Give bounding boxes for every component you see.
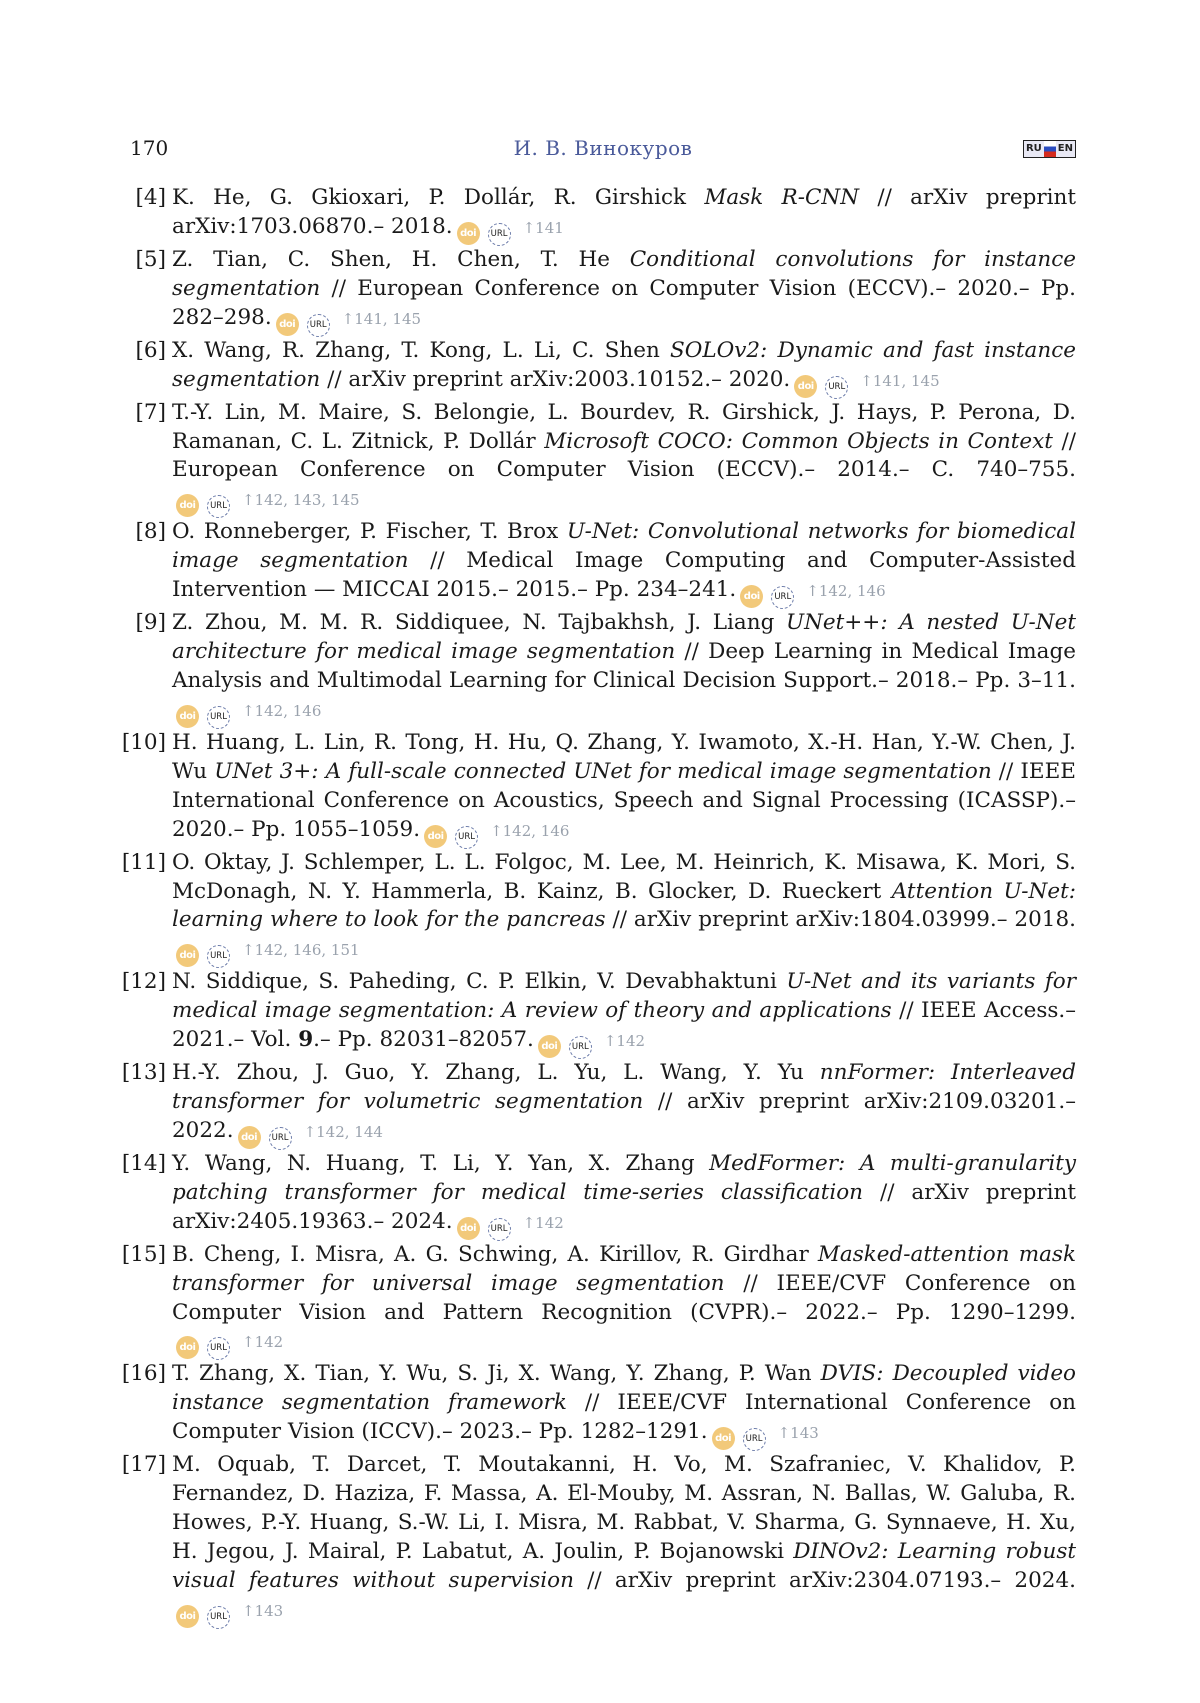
reference-item bbox=[121, 849, 1076, 969]
reference-title: DINOv2: Learning robust visual features without supervision bbox=[172, 1539, 1076, 1593]
reference-label: [14] bbox=[121, 1150, 166, 1176]
reference-label: [10] bbox=[121, 729, 166, 755]
reference-venue: // Deep Learning in Medical Image Analysis and Multimodal Learning for Clinical Decision Support.– 2018.– Pp. 3–11. bbox=[172, 639, 1076, 693]
reference-venue: // European Conference on Computer Vision (ECCV).– 2020.– Pp. 282–298. bbox=[172, 275, 1076, 330]
russian-flag-icon bbox=[1044, 141, 1056, 157]
doi-link-icon[interactable]: doi bbox=[457, 1217, 480, 1240]
url-link-icon[interactable]: URL bbox=[455, 826, 478, 849]
backref-link[interactable]: ↑142, 146 bbox=[806, 582, 886, 601]
reference-authors: Y. Wang, N. Huang, T. Li, Y. Yan, X. Zhang bbox=[172, 1150, 695, 1176]
reference-authors: H.-Y. Zhou, J. Guo, Y. Zhang, L. Yu, L. Wang, Y. Yu bbox=[172, 1060, 804, 1086]
url-link-icon[interactable]: URL bbox=[307, 314, 330, 337]
reference-venue: // arXiv preprint arXiv:2405.19363.– 2024. bbox=[172, 1179, 1076, 1234]
reference-title: Conditional convolutions for instance segmentation bbox=[172, 246, 1076, 301]
reference-item bbox=[130, 399, 1076, 519]
reference-authors: Z. Tian, C. Shen, H. Chen, T. He bbox=[172, 246, 610, 272]
url-link-icon[interactable]: URL bbox=[207, 495, 230, 518]
reference-title: MedFormer: A multi-granularity patching transformer for medical time-series classification bbox=[172, 1150, 1076, 1205]
backref-link[interactable]: ↑142 bbox=[522, 1213, 564, 1232]
reference-venue: // Medical Image Computing and Computer-Assisted Intervention — MICCAI 2015.– 2015.– Pp. 234–241. bbox=[172, 548, 1076, 603]
reference-item bbox=[121, 1360, 1077, 1451]
reference-venue: // arXiv preprint arXiv:2304.07193.– 2024. bbox=[587, 1567, 1076, 1593]
reference-item bbox=[121, 1241, 1076, 1361]
lang-en-button[interactable]: EN bbox=[1056, 141, 1075, 157]
doi-link-icon[interactable]: doi bbox=[176, 705, 199, 728]
doi-link-icon[interactable]: doi bbox=[276, 313, 299, 336]
doi-link-icon[interactable]: doi bbox=[176, 1605, 199, 1628]
backref-link[interactable]: ↑142 bbox=[242, 1333, 284, 1352]
backref-link[interactable]: ↑142, 146 bbox=[242, 701, 322, 720]
language-switch[interactable] bbox=[1023, 140, 1076, 158]
url-link-icon[interactable]: URL bbox=[488, 1218, 511, 1241]
reference-label: [15] bbox=[121, 1241, 166, 1267]
backref-link[interactable]: ↑143 bbox=[777, 1424, 819, 1443]
reference-label: [8] bbox=[135, 519, 166, 545]
url-link-icon[interactable]: URL bbox=[207, 706, 230, 729]
reference-list bbox=[121, 184, 1077, 1629]
reference-venue: // arXiv preprint arXiv:1703.06870.– 2018. bbox=[172, 185, 1076, 239]
reference-label: [16] bbox=[121, 1361, 166, 1387]
reference-authors: T.-Y. Lin, M. Maire, S. Belongie, L. Bourdev, R. Girshick, J. Hays, P. Perona, D. Ramanan, C. L. Zitnick, P. Dollár bbox=[172, 399, 1076, 454]
url-link-icon[interactable]: URL bbox=[207, 1337, 230, 1360]
reference-label: [11] bbox=[121, 849, 166, 875]
reference-venue: // IEEE International Conference on Acoustics, Speech and Signal Processing (ICASSP).– 2020.– Pp. 1055–1059. bbox=[172, 758, 1076, 842]
reference-venue: // arXiv preprint arXiv:1804.03999.– 2018. bbox=[612, 907, 1076, 933]
backref-link[interactable]: ↑142 bbox=[603, 1032, 646, 1051]
reference-authors: M. Oquab, T. Darcet, T. Moutakanni, H. Vo, M. Szafraniec, V. Khalidov, P. Fernandez, D. Haziza, F. Massa, A. El-Mouby, M. Assran, N. Ballas, W. Galuba, R. Howes, P.-Y. Huang, S.-W. Li, I. Misra, M. Rabbat, V. Sharma, G. Synnaeve, H. Xu, H. Jegou, J. Mairal, P. Labatut, A. Joulin, P. Bojanowski bbox=[172, 1452, 1076, 1564]
doi-link-icon[interactable]: doi bbox=[176, 1336, 199, 1359]
reference-item bbox=[130, 184, 1076, 246]
reference-label: [12] bbox=[121, 969, 166, 995]
reference-authors: X. Wang, R. Zhang, T. Kong, L. Li, C. Shen bbox=[172, 337, 660, 363]
reference-item bbox=[121, 968, 1077, 1059]
reference-pages: .– Pp. 82031–82057. bbox=[313, 1027, 534, 1053]
reference-item bbox=[121, 1451, 1076, 1629]
reference-venue: // IEEE/CVF Conference on Computer Vision and Pattern Recognition (CVPR).– 2022.– Pp. 1290–1299. bbox=[172, 1270, 1076, 1325]
reference-authors: O. Oktay, J. Schlemper, L. L. Folgoc, M. Lee, M. Heinrich, K. Misawa, K. Mori, S. McDonagh, N. Y. Hammerla, B. Kainz, B. Glocker, D. Rueckert bbox=[172, 849, 1076, 904]
reference-title: Microsoft COCO: Common Objects in Context bbox=[544, 428, 1053, 454]
doi-link-icon[interactable]: doi bbox=[457, 222, 480, 245]
doi-link-icon[interactable]: doi bbox=[794, 375, 817, 398]
reference-title: DVIS: Decoupled video instance segmentation framework bbox=[172, 1361, 1076, 1416]
reference-label: [13] bbox=[121, 1060, 166, 1086]
reference-authors: B. Cheng, I. Misra, A. G. Schwing, A. Kirillov, R. Girdhar bbox=[172, 1241, 809, 1267]
backref-link[interactable]: ↑142, 146, 151 bbox=[242, 941, 360, 960]
reference-item bbox=[130, 246, 1076, 337]
reference-venue: // IEEE Access.– 2021.– Vol. bbox=[172, 998, 1076, 1053]
reference-authors: K. He, G. Gkioxari, P. Dollár, R. Girshick bbox=[172, 185, 687, 210]
reference-item bbox=[121, 729, 1076, 849]
reference-title: Mask R-CNN bbox=[704, 185, 860, 210]
doi-link-icon[interactable]: doi bbox=[740, 585, 763, 608]
reference-label: [9] bbox=[135, 610, 166, 636]
reference-label: [17] bbox=[121, 1452, 166, 1478]
reference-item bbox=[130, 337, 1076, 399]
url-link-icon[interactable]: URL bbox=[269, 1127, 292, 1150]
reference-label: [6] bbox=[135, 337, 166, 363]
reference-authors: N. Siddique, S. Paheding, C. P. Elkin, V. Devabhaktuni bbox=[172, 969, 777, 995]
reference-label: [5] bbox=[135, 246, 166, 272]
url-link-icon[interactable]: URL bbox=[207, 945, 230, 968]
reference-title: U-Net: Convolutional networks for biomedical image segmentation bbox=[172, 519, 1076, 574]
reference-title: Attention U-Net: learning where to look for the pancreas bbox=[172, 878, 1076, 933]
url-link-icon[interactable]: URL bbox=[207, 1606, 230, 1629]
reference-label: [4] bbox=[135, 185, 166, 210]
doi-link-icon[interactable]: doi bbox=[176, 944, 199, 967]
doi-link-icon[interactable]: doi bbox=[538, 1035, 561, 1058]
reference-venue: // IEEE/CVF International Conference on Computer Vision (ICCV).– 2023.– Pp. 1282–1291. bbox=[172, 1390, 1077, 1445]
reference-venue: // arXiv preprint arXiv:2109.03201.– 2022. bbox=[172, 1089, 1076, 1143]
reference-item bbox=[130, 518, 1076, 609]
url-link-icon[interactable]: URL bbox=[569, 1036, 592, 1059]
page-number: 170 bbox=[130, 136, 169, 160]
url-link-icon[interactable]: URL bbox=[825, 376, 848, 399]
reference-authors: Z. Zhou, M. M. R. Siddiquee, N. Tajbakhsh, J. Liang bbox=[172, 610, 775, 636]
reference-authors: T. Zhang, X. Tian, Y. Wu, S. Ji, X. Wang, Y. Zhang, P. Wan bbox=[172, 1361, 812, 1387]
reference-venue: // arXiv preprint arXiv:2003.10152.– 2020. bbox=[327, 366, 791, 392]
url-link-icon[interactable]: URL bbox=[771, 586, 794, 609]
reference-volume: 9 bbox=[298, 1027, 314, 1053]
url-link-icon[interactable]: URL bbox=[743, 1428, 766, 1451]
reference-item bbox=[121, 1059, 1077, 1150]
reference-label: [7] bbox=[135, 399, 166, 425]
backref-link[interactable]: ↑141, 145 bbox=[341, 309, 422, 328]
reference-authors: O. Ronneberger, P. Fischer, T. Brox bbox=[172, 519, 559, 545]
reference-venue: // European Conference on Computer Vision (ECCV).– 2014.– C. 740–755. bbox=[172, 428, 1076, 483]
backref-link[interactable]: ↑142, 143, 145 bbox=[242, 491, 360, 510]
backref-link[interactable]: ↑143 bbox=[242, 1601, 284, 1620]
page-header bbox=[130, 136, 1076, 162]
reference-title: SOLOv2: Dynamic and fast instance segmentation bbox=[172, 337, 1076, 392]
reference-item bbox=[121, 1150, 1076, 1241]
doi-link-icon[interactable]: doi bbox=[238, 1126, 261, 1149]
backref-link[interactable]: ↑141 bbox=[522, 218, 564, 237]
reference-title: Masked-attention mask transformer for universal image segmentation bbox=[172, 1241, 1076, 1296]
backref-link[interactable]: ↑142, 146 bbox=[490, 821, 570, 840]
lang-ru-button[interactable]: RU bbox=[1024, 141, 1044, 157]
url-link-icon[interactable]: URL bbox=[488, 223, 511, 246]
doi-link-icon[interactable]: doi bbox=[712, 1427, 735, 1450]
reference-item bbox=[130, 609, 1076, 729]
reference-title: nnFormer: Interleaved transformer for volumetric segmentation bbox=[172, 1060, 1077, 1115]
reference-title: U-Net and its variants for medical image segmentation: A review of theory and applications bbox=[172, 969, 1077, 1024]
doi-link-icon[interactable]: doi bbox=[424, 825, 447, 848]
backref-link[interactable]: ↑141, 145 bbox=[860, 371, 940, 390]
reference-title: UNet++: A nested U-Net architecture for medical image segmentation bbox=[172, 610, 1076, 665]
reference-authors: H. Huang, L. Lin, R. Tong, H. Hu, Q. Zhang, Y. Iwamoto, X.-H. Han, Y.-W. Chen, J. Wu bbox=[172, 729, 1076, 784]
running-author-title: И. В. Винокуров bbox=[513, 136, 693, 160]
backref-link[interactable]: ↑142, 144 bbox=[303, 1122, 383, 1141]
doi-link-icon[interactable]: doi bbox=[176, 494, 199, 517]
reference-title: UNet 3+: A full-scale connected UNet for medical image segmentation bbox=[214, 758, 992, 784]
